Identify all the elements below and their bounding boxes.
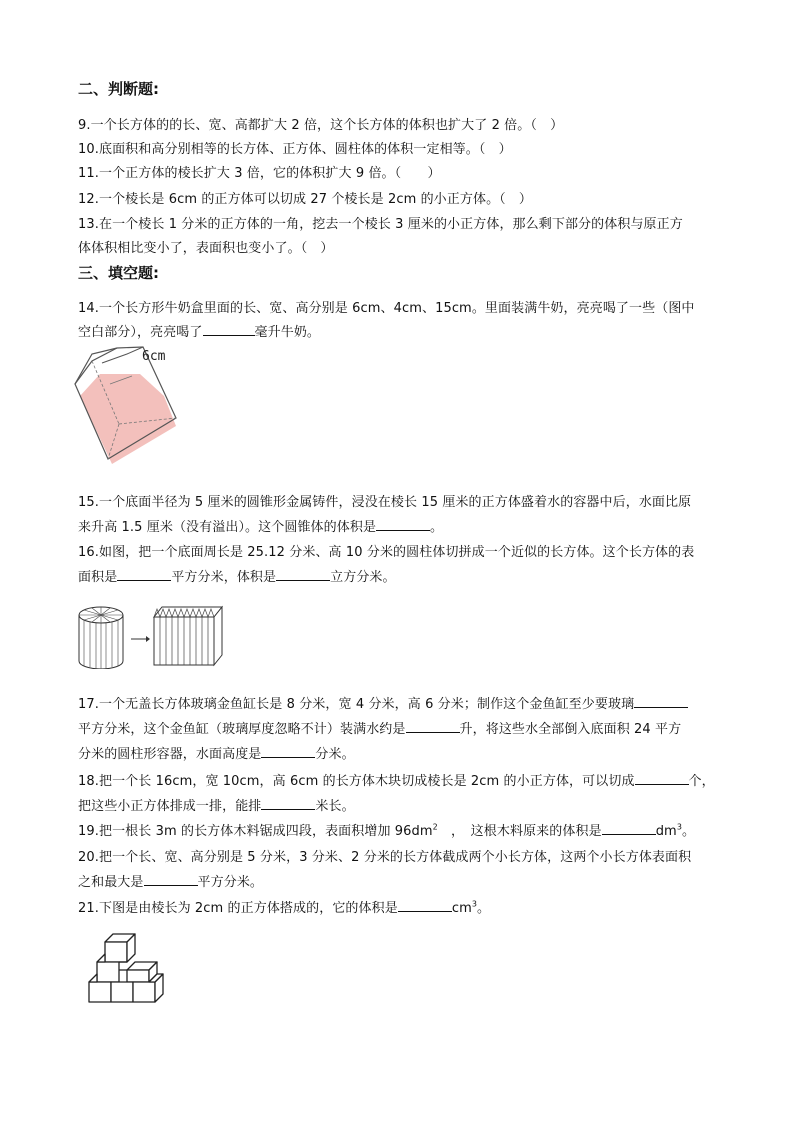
question-18-text-a: 18.把一个长 16cm，宽 10cm，高 6cm 的长方体木块切成棱长是 2cm 的小正方体，可以切成 [78, 774, 635, 789]
answer-blank-21[interactable] [398, 899, 452, 912]
answer-blank-18a[interactable] [635, 772, 689, 785]
question-11: 11.一个正方体的棱长扩大 3 倍，它的体积扩大 9 倍。（ ） [78, 166, 441, 181]
question-9: 9.一个长方体的的长、宽、高都扩大 2 倍，这个长方体的体积也扩大了 2 倍。（ ） [78, 118, 564, 133]
answer-blank-15[interactable] [376, 518, 430, 531]
section-judgement-title: 二、判断题: [78, 80, 159, 98]
answer-blank-14[interactable] [203, 323, 255, 336]
question-19-end: 。 [682, 824, 696, 839]
question-19-text-a: 19.把一根长 3m 的长方体木料锯成四段，表面积增加 96dm [78, 824, 433, 839]
question-19-sup-b: 3 [676, 822, 683, 832]
question-18-text-c: 把这些小正方体排成一排，能排 [78, 799, 262, 814]
question-17-line3 [78, 743, 355, 762]
carton-dimension-label: 6cm [142, 349, 166, 364]
question-12: 12.一个棱长是 6cm 的正方体可以切成 27 个棱长是 2cm 的小正方体。（ ） [78, 192, 532, 207]
question-14-line2 [78, 321, 320, 340]
question-15-text-a: 来升高 1.5 厘米（没有溢出）。这个圆锥体的体积是 [78, 520, 377, 535]
question-14-text-a: 空白部分），亮亮喝了 [78, 325, 203, 340]
answer-blank-16a[interactable] [117, 568, 171, 581]
question-18-text-b: 个， [688, 774, 715, 789]
question-17-line1 [78, 693, 688, 712]
question-20-line1: 20.把一个长、宽、高分别是 5 分米，3 分米、2 分米的长方体截成两个小长方体，这两个小长方体表面积 [78, 850, 692, 865]
question-21-end: 。 [477, 901, 491, 916]
question-20-line2 [78, 871, 263, 890]
answer-blank-17c[interactable] [261, 745, 315, 758]
question-17-text-b: 平方分米，这个金鱼缸（玻璃厚度忽略不计）装满水约是 [78, 722, 406, 737]
question-17-text-e: 分米。 [315, 747, 355, 762]
question-16-text-a: 面积是 [78, 570, 118, 585]
question-17-text-d: 分米的圆柱形容器，水面高度是 [78, 747, 262, 762]
question-14-line1: 14.一个长方形牛奶盒里面的长、宽、高分别是 6cm、4cm、15cm。里面装满牛奶，亮亮喝了一些（图中 [78, 301, 695, 316]
stacked-cubes-figure [86, 930, 166, 1006]
answer-blank-17b[interactable] [406, 720, 460, 733]
answer-blank-18b[interactable] [261, 797, 315, 810]
question-16-line1: 16.如图，把一个底面周长是 25.12 分米、高 10 分米的圆柱体切拼成一个近似的长方体。这个长方体的表 [78, 545, 695, 560]
question-21-unit: cm [451, 901, 472, 916]
question-19-sup-a: 2 [432, 822, 438, 832]
question-18-line1 [78, 770, 715, 789]
question-15-text-b: 。 [430, 520, 444, 535]
question-17-text-a: 17.一个无盖长方体玻璃金鱼缸长是 8 分米，宽 4 分米，高 6 分米；制作这个金鱼缸至少要玻璃 [78, 697, 635, 712]
question-19-text-b: ， 这根木料原来的体积是 [437, 824, 602, 839]
question-17-text-c: 升，将这些水全部倒入底面积 24 平方 [459, 722, 682, 737]
question-14-text-b: 毫升牛奶。 [254, 325, 321, 340]
question-20-text-a: 之和最大是 [78, 875, 144, 890]
cylinder-to-cuboid-figure [76, 603, 226, 669]
milk-carton-figure [72, 346, 182, 468]
question-16-text-b: 平方分米，体积是 [171, 570, 277, 585]
question-16-text-c: 立方分米。 [330, 570, 396, 585]
question-16-line2 [78, 566, 396, 585]
question-21 [78, 897, 490, 916]
question-20-text-b: 平方分米。 [197, 875, 264, 890]
question-13-line1: 13.在一个棱长 1 分米的正方体的一角，挖去一个棱长 3 厘米的小正方体，那么剩下部分的体积与原正方 [78, 217, 683, 232]
answer-blank-20[interactable] [144, 873, 198, 886]
question-19 [78, 820, 695, 839]
section-fill-title: 三、填空题: [78, 264, 159, 282]
question-19-unit: dm [655, 824, 677, 839]
answer-blank-17a[interactable] [634, 695, 688, 708]
question-15-line1: 15.一个底面半径为 5 厘米的圆锥形金属铸件，浸没在棱长 15 厘米的正方体盛着水的容器中后，水面比原 [78, 495, 692, 510]
question-21-text-a: 21.下图是由棱长为 2cm 的正方体搭成的，它的体积是 [78, 901, 398, 916]
answer-blank-19[interactable] [602, 822, 656, 835]
question-17-line2 [78, 718, 681, 737]
question-10: 10.底面积和高分别相等的长方体、正方体、圆柱体的体积一定相等。（ ） [78, 142, 512, 157]
question-15-line2 [78, 516, 443, 535]
question-18-line2 [78, 795, 355, 814]
question-21-sup: 3 [471, 899, 478, 909]
question-13-line2: 体体积相比变小了，表面积也变小了。（ ） [78, 241, 334, 256]
answer-blank-16b[interactable] [276, 568, 330, 581]
question-18-text-d: 米长。 [315, 799, 355, 814]
